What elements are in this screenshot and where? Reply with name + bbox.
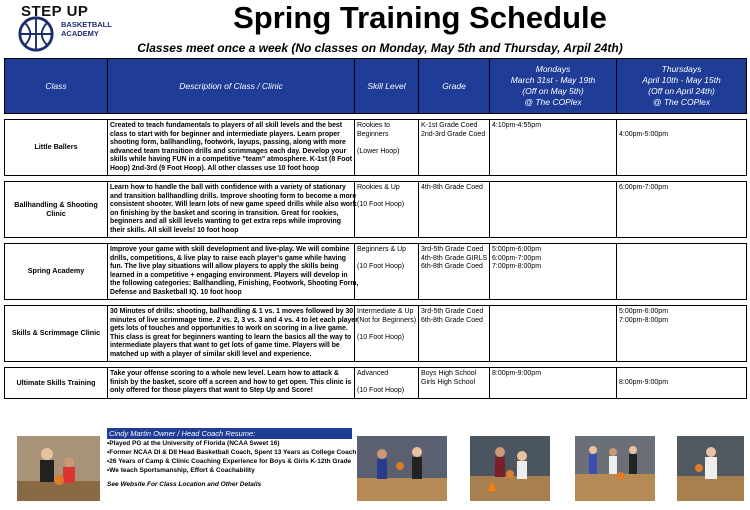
page-title: Spring Training Schedule: [233, 0, 607, 35]
table-row: [5, 368, 747, 399]
skill-line: [357, 379, 416, 388]
skill-line: [357, 139, 416, 148]
skill-line: (10 Foot Hoop): [357, 387, 405, 395]
grade-line: 6th-8th Grade Coed: [421, 263, 483, 271]
website-note: See Website For Class Location and Other Details: [107, 481, 262, 488]
description-line: Created to teach fundamentals to players of all skill levels and the best: [110, 122, 343, 129]
grade-line: Boys High School: [421, 370, 477, 377]
class-name: Ballhandling & Shooting Clinic: [5, 182, 108, 238]
description-line: drills, competitions, & live play to raise each player's game while having: [110, 254, 347, 262]
skill-level: [355, 182, 419, 238]
class-description: [108, 120, 355, 176]
grade-line: 4th-8th Grade GIRLS: [421, 254, 488, 262]
grade-line: 2nd-3rd Grade Coed: [421, 130, 486, 138]
header-class: Class: [5, 59, 108, 114]
camp-photo-3: [575, 436, 655, 501]
thursday-time: 6:00pm-7:00pm: [619, 184, 669, 191]
skill-line: Beginners & Up: [357, 246, 407, 253]
skill-level: [355, 368, 419, 399]
description-line: Take your offense scoring to a whole new level. Learn how to attack &: [110, 370, 339, 377]
description-line: 30 Minutes of drills: shooting, ballhandling & 1 vs. 1 moves followed by 30: [110, 308, 354, 315]
table-row: [5, 306, 747, 362]
description-line: learned in a competitive + engaging environment. Players will develop in: [110, 271, 348, 279]
skill-line: (10 Foot Hoop): [357, 201, 405, 209]
description-line: finish by the basket, score off a screen and how to get open. This clinic is: [110, 378, 352, 386]
grade: [419, 120, 490, 176]
camp-photo-1: [357, 436, 447, 501]
header-mondays-line: (Off on May 5th): [522, 86, 584, 96]
class-name: Little Ballers: [5, 120, 108, 176]
skill-level: [355, 120, 419, 176]
description-line: class to start with for beginner and intermediate players. Learn proper: [110, 130, 340, 138]
resume-bullet: •Former NCAA DI & DII Head Basketball Coach, Spent 13 Years as College Coach: [107, 449, 357, 456]
monday-times: [490, 244, 617, 300]
skill-line: Intermediate & Up: [357, 308, 414, 315]
grade-line: Girls High School: [421, 378, 476, 386]
monday-time: 5:00pm-6:00pm: [492, 246, 542, 253]
class-name: Ultimate Skills Training: [5, 368, 108, 399]
monday-time: 7:00pm-8:00pm: [492, 263, 542, 271]
thursday-time: 8:00pm-9:00pm: [619, 378, 669, 386]
grade: [419, 244, 490, 300]
brand-sub-line2: ACADEMY: [61, 29, 99, 38]
table-row: [5, 182, 747, 238]
grade: [419, 182, 490, 238]
resume-bullet: •We teach Sportsmanship, Effort & Coachability: [107, 467, 255, 474]
skill-line: Rookies & Up: [357, 184, 400, 191]
description-line: intermediate players that want to get lots of game time. Players will be: [110, 342, 340, 349]
skill-line: (Not for Beginners): [357, 316, 417, 324]
schedule-table: [4, 58, 747, 399]
description-line: advanced team transition drills and scrimmages each day. Develop your: [110, 147, 347, 155]
monday-time: 8:00pm-9:00pm: [492, 370, 542, 377]
description-line: shooting form, ballhandling, footwork, layups, passing, along with more: [110, 139, 346, 146]
header-grade: Grade: [419, 59, 490, 114]
class-description: [108, 306, 358, 362]
thursday-times: [617, 368, 747, 399]
class-name: Spring Academy: [5, 244, 108, 300]
class-description: [108, 182, 355, 238]
header-thursdays-line: Thursdays: [661, 64, 702, 74]
skill-line: (10 Foot Hoop): [357, 263, 405, 271]
skill-line: Advanced: [357, 370, 389, 377]
page-subtitle: Classes meet once a week (No classes on Monday, May 5th and Thursday, Arpil 24th): [137, 41, 623, 55]
grade: [419, 368, 490, 399]
camp-photo-4: [677, 436, 744, 501]
basketball-icon: [17, 15, 55, 53]
class-name: Skills & Scrimmage Clinic: [5, 306, 108, 362]
monday-time: 4:10pm-4:55pm: [492, 122, 542, 129]
coach-resume: [107, 428, 357, 488]
description-line: Defense and Basketball IQ. 10 foot hoop: [110, 288, 242, 296]
description-line: the following categories: Ballhandling, Finishing, Footwork, Shooting Form,: [110, 280, 359, 287]
table-row: [5, 244, 747, 300]
skill-line: Beginners: [357, 130, 389, 138]
brand-sub-line1: BASKETBALL: [61, 20, 112, 29]
header-mondays: [490, 59, 617, 114]
camp-photo-2: [470, 436, 550, 501]
skill-line: [357, 255, 416, 264]
skill-line: (Lower Hoop): [357, 147, 400, 155]
thursday-times: [617, 182, 747, 238]
thursday-times: [617, 244, 747, 300]
description-line: and transition ballhandling drills. Improve shooting form to become a more: [110, 192, 357, 200]
thursday-time: 7:00pm-8:00pm: [619, 316, 669, 324]
monday-times: [490, 182, 617, 238]
thursday-time: 5:00pm-6:00pm: [619, 308, 669, 315]
thursday-time: 4:00pm-5:00pm: [619, 130, 669, 138]
header-thursdays: [617, 59, 747, 114]
skill-level: [355, 306, 419, 362]
thursday-time: [619, 122, 744, 131]
header-thursdays-line: April 10th - May 15th: [642, 75, 721, 85]
class-description: [108, 244, 359, 300]
table-header-row: [5, 59, 747, 114]
description-line: This class is great for beginners wanting to learn the basics all the way to: [110, 333, 352, 341]
header-mondays-line: @ The COPlex: [524, 97, 582, 107]
description-line: their skills. All skill levels! 10 foot hoop: [110, 226, 239, 234]
resume-heading: Cindy Martin Owner / Head Coach Resume:: [107, 428, 352, 439]
monday-times: [490, 368, 617, 399]
description-line: fun. The live play situations will allow players to apply the skills being: [110, 263, 339, 270]
description-line: matched up with a player of similar skill level and experience.: [110, 350, 312, 358]
header-thursdays-line: (Off on April 24th): [648, 86, 715, 96]
resume-bullet: •26 Years of Camp & Clinic Coaching Experience for Boys & Girls K-12th Grade: [107, 458, 352, 465]
description-line: gets lots of touches and opportunities to work on scoring in a live game.: [110, 325, 348, 332]
resume-bullet: •Played PG at the University of Florida (NCAA Sweet 16): [107, 440, 280, 447]
skill-line: [357, 193, 416, 202]
description-line: minutes of live scrimmage time. 2 vs. 2, 3 vs. 3 and 4 vs. 4 to let each player: [110, 316, 358, 324]
skill-level: [355, 244, 419, 300]
thursday-times: [617, 306, 747, 362]
description-line: on finishing by the basket and scoring in transition. Great for rookies,: [110, 209, 339, 217]
header-description: Description of Class / Clinic: [108, 59, 355, 114]
description-line: beginners and all skill levels wanting to get extra reps while improving: [110, 218, 341, 225]
coach-photo: [17, 436, 100, 501]
grade-line: 3rd-5th Grade Coed: [421, 246, 484, 253]
description-line: only offered for those players that want to Step Up and Score!: [110, 387, 313, 394]
description-line: skills while having FUN in a competitive "team" atmosphere. K-1st (8 Foot: [110, 156, 353, 163]
header-skill-level: Skill Level: [355, 59, 419, 114]
description-line: Improve your game with skill development and live-play. We will combine: [110, 246, 350, 253]
class-description: [108, 368, 355, 399]
thursday-time: [619, 370, 744, 379]
header-mondays-line: Mondays: [535, 64, 571, 74]
description-line: Learn how to handle the ball with confidence with a variety of stationary: [110, 184, 346, 191]
description-line: consistent shooter. Will learn lots of new game speed drills while also work: [110, 201, 357, 208]
brand-name: STEP UP: [21, 3, 89, 20]
header-thursdays-line: @ The COPlex: [652, 97, 711, 107]
monday-times: [490, 306, 617, 362]
grade: [419, 306, 490, 362]
monday-times: [490, 120, 617, 176]
description-line: Hoop) 2nd-3rd (9 Foot Hoop). All other classes use 10 foot hoop: [110, 164, 320, 172]
skill-line: (10 Foot Hoop): [357, 333, 405, 341]
table-row: [5, 120, 747, 176]
header-mondays-line: March 31st - May 19th: [510, 75, 596, 85]
grade-line: 6th-8th Grade Coed: [421, 316, 483, 324]
grade-line: 4th-8th Grade Coed: [421, 184, 483, 191]
skill-line: [357, 325, 416, 334]
monday-time: 6:00pm-7:00pm: [492, 254, 542, 262]
thursday-times: [617, 120, 747, 176]
grade-line: 3rd-5th Grade Coed: [421, 308, 484, 315]
skill-line: Rookies to: [357, 122, 391, 129]
grade-line: K-1st Grade Coed: [421, 122, 478, 129]
